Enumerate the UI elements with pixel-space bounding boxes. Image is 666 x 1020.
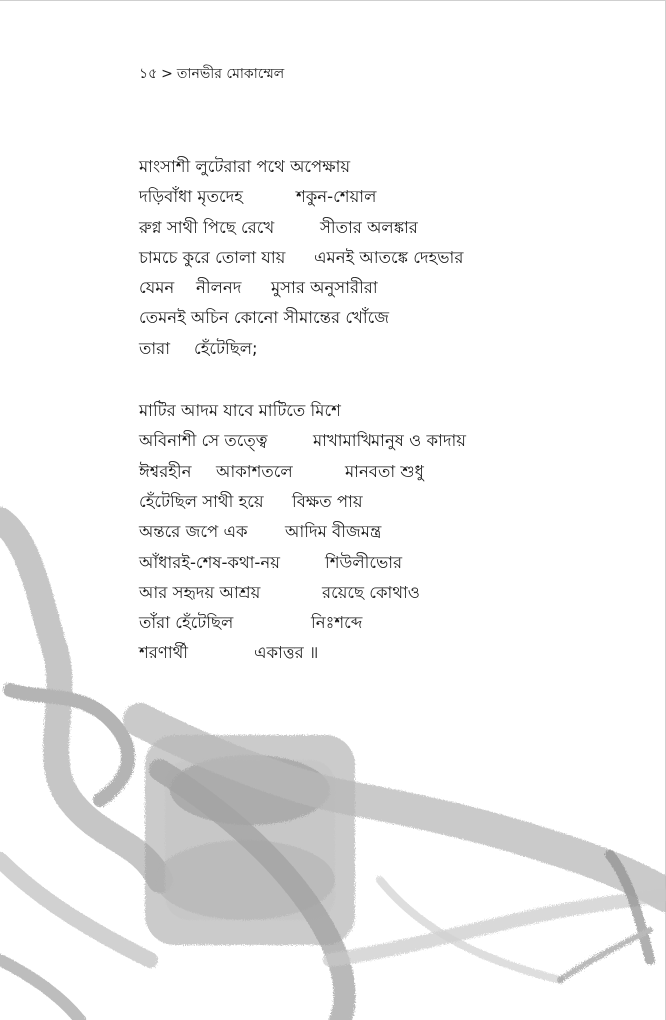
poem-line [139, 273, 609, 303]
stanza-break [139, 364, 609, 396]
poem-text: আঁধারই-শেষ-কথা-নয় [139, 552, 280, 572]
poem-text: বিক্ষত পায় [292, 491, 363, 511]
poem-text: তেমনই অচিন কোনো সীমান্তের খোঁজে [139, 308, 390, 328]
brush-stroke-left [0, 520, 160, 1020]
poem-line [139, 182, 609, 212]
poem-line [139, 334, 609, 364]
poem-text: নীলনদ [196, 278, 242, 298]
running-header [139, 64, 284, 84]
poem-line [139, 303, 609, 333]
poem-text: শকুন-শেয়াল [296, 187, 377, 207]
poem-text: হেঁটেছিল; [194, 338, 258, 358]
poem-body [139, 152, 609, 669]
poem-text: মানবতা শুধু [345, 461, 424, 481]
poem-text: চামচে কুরে তোলা যায় [139, 247, 286, 267]
poem-line [139, 578, 609, 608]
poem-line [139, 608, 609, 638]
header-separator: > [161, 66, 173, 82]
poem-text: আর সহৃদয় আশ্রয় [139, 582, 261, 602]
poem-text: একাত্তর ॥ [254, 643, 319, 663]
author-name: তানভীর মোকাম্মেল [176, 66, 285, 82]
poem-text: তাঁরা হেঁটেছিল [139, 613, 234, 633]
poem-text: মাখামাখি [313, 431, 373, 451]
poem-line [139, 548, 609, 578]
poem-text: শিউলীভোর [325, 552, 403, 572]
poem-text: রয়েছে কোথাও [322, 582, 420, 602]
poem-text: তারা [139, 338, 171, 358]
poem-text: ঈশ্বরহীন [139, 461, 192, 481]
poem-text: সীতার অলঙ্কার [320, 217, 418, 237]
poem-text: অন্তরে জপে এক [139, 522, 248, 542]
poem-text: শরণার্থী [139, 643, 189, 663]
poem-text: অবিনাশী সে তত্ত্বে [139, 431, 268, 451]
poem-text: হেঁটেছিল সাথী হয়ে [139, 491, 264, 511]
poem-text: দড়িবাঁধা মৃতদেহ [139, 187, 243, 207]
poem-line [139, 396, 609, 426]
poem-text: মুসার অনুসারীরা [271, 278, 378, 298]
poem-line [139, 638, 609, 668]
poem-text: আদিম বীজমন্ত্র [285, 522, 382, 542]
poem-line [139, 517, 609, 547]
poem-line [139, 487, 609, 517]
poem-text: মাংসাশী লুটেরারা পথে অপেক্ষায় [139, 157, 351, 176]
poem-text: রুগ্ন সাথী পিছে রেখে [139, 217, 275, 237]
poem-text: আকাশতলে [216, 461, 293, 481]
poem-line [139, 243, 609, 273]
poem-line [139, 426, 609, 456]
poem-text: মানুষ ও কাদায় [371, 431, 467, 451]
poem-text: এমনই আতঙ্কে দেহভার [314, 247, 464, 267]
poem-text: যেমন [139, 278, 175, 298]
poem-line [139, 213, 609, 243]
poem-line [139, 152, 609, 182]
poem-line [139, 457, 609, 487]
poem-text: নিঃশব্দে [311, 613, 363, 633]
poem-text: মাটির আদম যাবে মাটিতে মিশে [139, 401, 341, 421]
page-number: ১৫ [139, 66, 158, 82]
